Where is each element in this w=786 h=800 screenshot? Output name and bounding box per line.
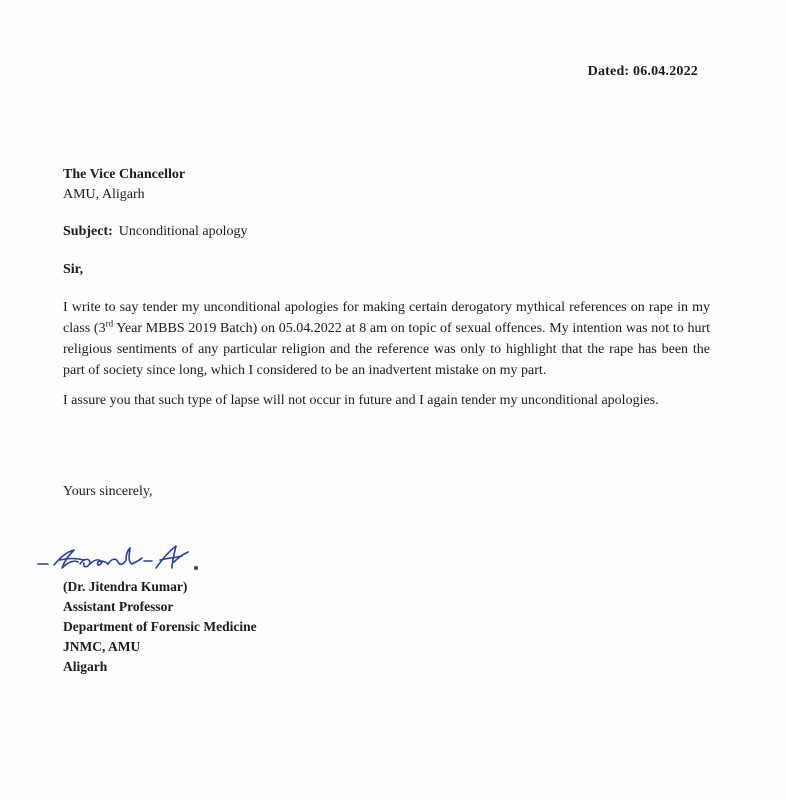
subject-line <box>63 224 247 240</box>
body-p1-part-1: I write to say tender my unconditional apologies for making certain derogatory mythical references on rape in my class (3 <box>63 300 710 336</box>
signer-name: (Dr. Jitendra Kumar) <box>63 579 188 594</box>
body-paragraph-1 <box>63 297 710 381</box>
salutation: Sir, <box>63 262 84 277</box>
letter-date: Dated: 06.04.2022 <box>587 64 698 79</box>
closing: Yours sincerely, <box>63 484 153 499</box>
body-paragraph-2: I assure you that such type of lapse will not occur in future and I again tender my unconditional apologies. <box>63 393 659 408</box>
handwritten-signature <box>34 538 244 578</box>
letter-body <box>63 297 710 420</box>
subject-label: Subject: <box>63 224 113 239</box>
signer-city: Aligarh <box>63 659 108 674</box>
recipient-block <box>63 165 185 205</box>
signer-block <box>63 577 257 677</box>
signer-designation: Assistant Professor <box>63 599 174 614</box>
subject-text: Unconditional apology <box>118 224 248 239</box>
body-p1-superscript: rd <box>105 318 114 329</box>
recipient-title: The Vice Chancellor <box>63 167 186 182</box>
signer-department: Department of Forensic Medicine <box>63 619 257 634</box>
recipient-address: AMU, Aligarh <box>63 187 145 202</box>
signer-institution: JNMC, AMU <box>63 639 141 654</box>
body-p1-part-2: Year MBBS 2019 Batch) on 05.04.2022 at 8 am on topic of sexual offences. My intention was not to hurt religious sentiments of any particular religion and the reference was only to highlight that the rape has been the part of society since long, which I considered to be an inadvertent mistake on my part. <box>63 321 710 378</box>
